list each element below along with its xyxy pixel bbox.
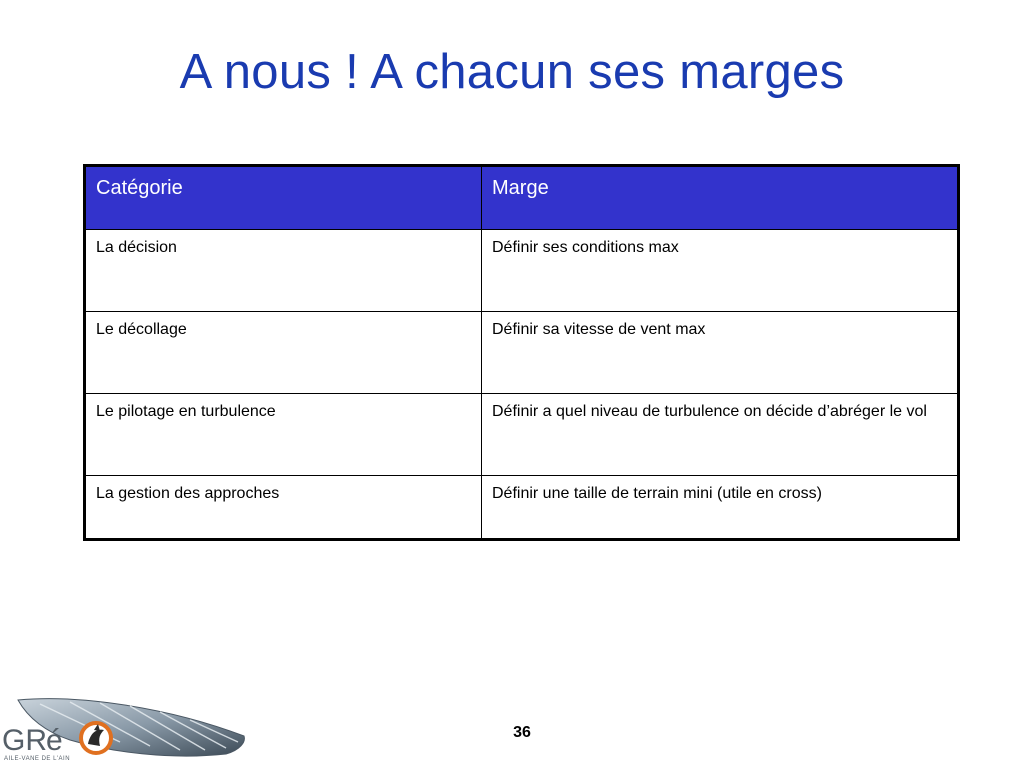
column-header-margin: Marge [482, 166, 959, 230]
table-cell-margin: Définir sa vitesse de vent max [482, 312, 959, 394]
gre-logo-icon [0, 690, 250, 766]
gre-logo [0, 690, 250, 766]
table-cell-category: Le pilotage en turbulence [85, 394, 482, 476]
table-row [85, 476, 959, 540]
table-cell-margin: Définir ses conditions max [482, 230, 959, 312]
table-cell-category: La gestion des approches [85, 476, 482, 540]
margins-table-container [83, 164, 957, 541]
table-cell-category: Le décollage [85, 312, 482, 394]
column-header-category: Catégorie [85, 166, 482, 230]
svg-text:é: é [46, 724, 63, 757]
slide-title: A nous ! A chacun ses marges [179, 45, 845, 99]
table-row [85, 394, 959, 476]
page-number: 36 [513, 724, 531, 741]
table-header-row [85, 166, 959, 230]
margins-table [83, 164, 960, 541]
table-cell-category: La décision [85, 230, 482, 312]
svg-text:AILE-VANE DE L'AIN: AILE-VANE DE L'AIN [4, 756, 71, 762]
table-cell-margin: Définir a quel niveau de turbulence on décide d’abréger le vol [482, 394, 959, 476]
svg-text:GR: GR [2, 724, 47, 757]
table-row [85, 312, 959, 394]
table-row [85, 230, 959, 312]
table-cell-margin: Définir une taille de terrain mini (utile en cross) [482, 476, 959, 540]
